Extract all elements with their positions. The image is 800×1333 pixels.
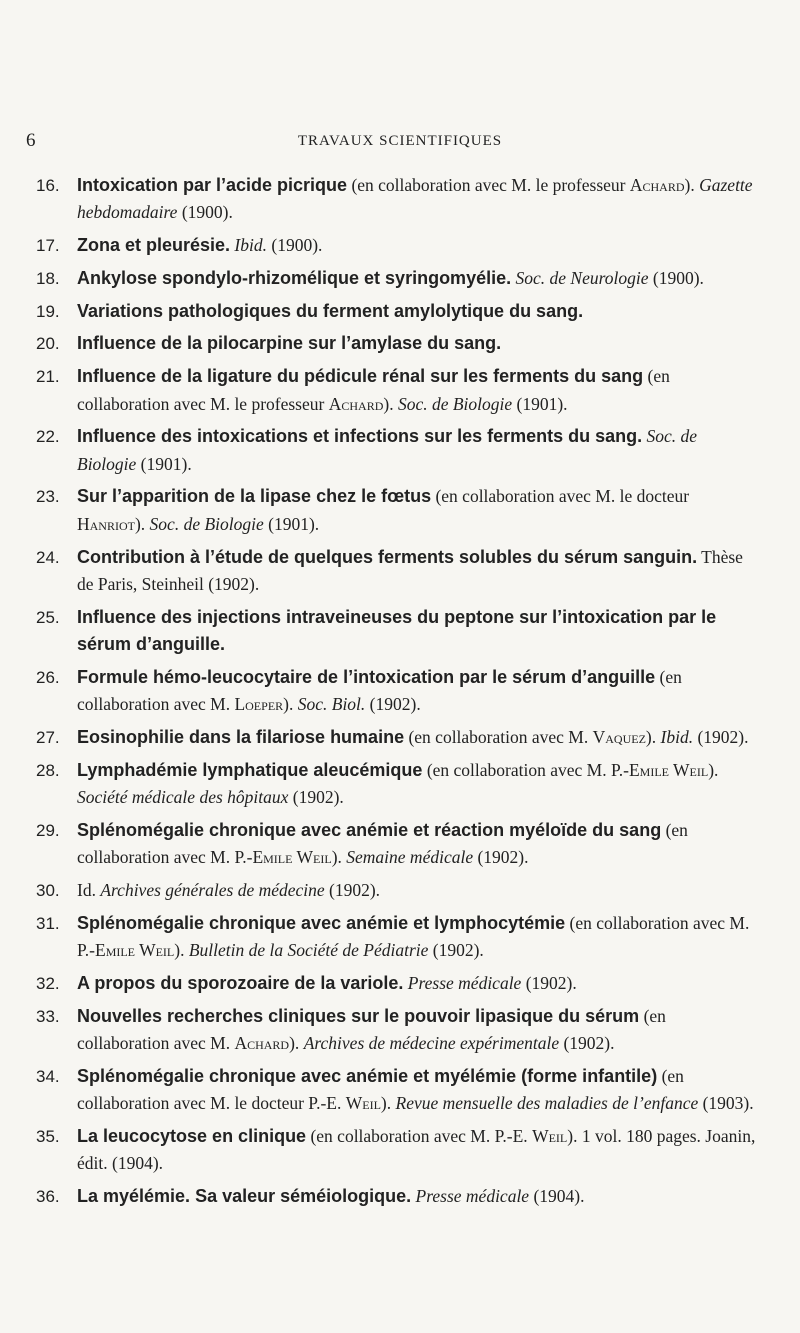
entry-title: Ankylose spondylo-rhizomélique et syringomyélie.	[77, 267, 512, 288]
entry-number: 22.	[36, 427, 60, 447]
publication-entry	[36, 604, 756, 659]
entry-citation: Thèse de Paris, Steinheil (1902).	[77, 546, 743, 594]
entry-title: Influence des intoxications et infections sur les ferments du sang.	[77, 426, 643, 447]
entry-citation: ).	[380, 1092, 396, 1113]
entry-citation: (1902).	[428, 939, 484, 960]
entry-journal: Gazette hebdomadaire	[77, 175, 753, 223]
entry-citation: (1902).	[324, 879, 381, 900]
publication-entry	[36, 544, 756, 599]
publication-entry	[36, 330, 756, 357]
entry-citation: (en collaboration avec M. P.-	[77, 819, 688, 868]
entry-citation: ).	[283, 694, 298, 715]
entry-number: 24.	[36, 547, 60, 567]
entry-title: Influence des injections intraveineuses du peptone sur l’intoxication par le sérum d’anguille.	[77, 606, 717, 654]
entry-number: 19.	[36, 301, 60, 321]
entry-author: Vaquez	[592, 726, 646, 747]
entry-author: Achard	[234, 1032, 290, 1053]
entry-title: Formule hémo-leucocytaire de l’intoxication par le sérum d’anguille	[77, 666, 656, 687]
entry-author: Weil	[532, 1125, 568, 1146]
entry-number: 20.	[36, 334, 60, 354]
publication-entry	[36, 724, 756, 751]
publication-entry	[36, 910, 756, 965]
entry-number: 17.	[36, 236, 60, 256]
entry-citation: (1902).	[288, 786, 344, 807]
entry-number: 26.	[36, 667, 60, 687]
entry-journal: Soc. de Biologie	[77, 426, 698, 474]
entry-title: Splénomégalie chronique avec anémie et réaction myéloïde du sang	[77, 819, 662, 840]
publication-entry	[36, 1063, 756, 1118]
entry-citation: ).	[383, 393, 398, 414]
entry-author: Weil	[345, 1092, 381, 1113]
entry-journal: Ibid.	[660, 726, 694, 747]
publication-entry	[36, 817, 756, 872]
entry-citation: (1902).	[473, 847, 529, 868]
publication-entry	[36, 483, 756, 538]
entry-title: A propos du sporozoaire de la variole.	[77, 972, 404, 993]
publication-entry	[36, 265, 756, 292]
entry-number: 36.	[36, 1186, 60, 1206]
entry-citation: (en collaboration avec M. le professeur	[347, 175, 630, 195]
entry-citation: ).	[684, 175, 700, 195]
entry-title: Sur l’apparition de la lipase chez le fœtus	[77, 486, 432, 507]
entry-journal: Soc. de Biologie	[149, 513, 264, 534]
entry-author: Emile Weil	[95, 939, 175, 960]
entry-number: 29.	[36, 820, 60, 840]
entry-number: 16.	[36, 176, 60, 195]
entry-citation: (en collaboration avec M. P.-E.	[306, 1125, 533, 1146]
publication-entry	[36, 970, 756, 997]
entry-title: Eosinophilie dans la filariose humaine	[77, 726, 405, 747]
publication-entry	[36, 1003, 756, 1058]
entry-journal: Soc. de Neurologie	[515, 267, 649, 288]
entry-journal: Presse médicale	[407, 972, 522, 993]
entry-title: Splénomégalie chronique avec anémie et myélémie (forme infantile)	[77, 1065, 658, 1086]
entry-author: Emile Weil	[628, 759, 709, 780]
entry-citation: ).	[289, 1032, 304, 1053]
entry-citation: ).	[174, 939, 189, 960]
entry-journal: Revue mensuelle des maladies de l’enfance	[395, 1092, 699, 1113]
publication-entry	[36, 363, 756, 418]
entry-author: Emile Weil	[252, 847, 332, 868]
entry-citation: (en collaboration avec M. P.-	[422, 759, 629, 780]
entry-title: La myélémie. Sa valeur séméiologique.	[77, 1185, 412, 1206]
entry-number: 25.	[36, 607, 60, 627]
entry-citation: (en collaboration avec M. le professeur	[77, 366, 670, 414]
entry-journal: Archives générales de médecine	[100, 879, 325, 900]
entry-title: Influence de la ligature du pédicule rénal sur les ferments du sang	[77, 366, 644, 387]
entry-citation: (1902).	[521, 972, 577, 993]
page-number: 6	[26, 130, 36, 151]
entry-title: Splénomégalie chronique avec anémie et lymphocytémie	[77, 912, 566, 933]
publication-entry	[36, 757, 756, 812]
entry-citation: (1900).	[177, 202, 233, 223]
publication-entry	[36, 232, 756, 259]
entry-number: 18.	[36, 268, 60, 288]
entry-citation: ). 1 vol. 180 pages. Joanin, édit. (1904).	[77, 1125, 756, 1173]
publication-entry	[36, 877, 756, 904]
entry-citation: (1900).	[267, 235, 323, 256]
entry-journal: Presse médicale	[415, 1185, 530, 1206]
entry-number: 35.	[36, 1126, 60, 1146]
entry-number: 23.	[36, 487, 60, 507]
entry-author: Hanriot	[77, 513, 135, 534]
publication-entry	[36, 423, 756, 478]
entry-citation: (1902).	[693, 726, 749, 747]
publication-list	[36, 172, 756, 1216]
entry-journal: Soc. de Biologie	[397, 393, 513, 414]
entry-number: 33.	[36, 1006, 60, 1026]
entry-citation: Id.	[77, 879, 101, 900]
publication-entry	[36, 298, 756, 325]
entry-citation: (en collaboration avec M.	[77, 1005, 666, 1053]
entry-title: Contribution à l’étude de quelques ferments solubles du sérum sanguin.	[77, 546, 698, 567]
entry-title: Zona et pleurésie.	[77, 235, 231, 256]
entry-citation: (1902).	[559, 1032, 615, 1053]
entry-citation: ).	[331, 847, 347, 868]
entry-citation: (1903).	[698, 1092, 754, 1113]
entry-title: Influence de la pilocarpine sur l’amylase du sang.	[77, 333, 502, 354]
entry-journal: Semaine médicale	[346, 847, 474, 868]
entry-citation: (en collaboration avec M. P.-	[77, 912, 750, 960]
entry-journal: Ibid.	[234, 235, 267, 256]
entry-citation: (1900).	[648, 267, 704, 288]
entry-citation: (en collaboration avec M.	[77, 666, 682, 715]
publication-entry	[36, 1183, 756, 1210]
entry-author: Achard	[629, 175, 685, 195]
entry-title: Variations pathologiques du ferment amylolytique du sang.	[77, 300, 584, 321]
entry-journal: Archives de médecine expérimentale	[303, 1032, 560, 1053]
entry-citation: ).	[134, 513, 150, 534]
entry-number: 27.	[36, 727, 60, 747]
entry-citation: (1901).	[512, 393, 568, 414]
entry-number: 30.	[36, 880, 60, 900]
entry-number: 32.	[36, 973, 60, 993]
entry-title: La leucocytose en clinique	[77, 1125, 307, 1146]
entry-number: 31.	[36, 913, 60, 933]
publication-entry	[36, 664, 756, 719]
entry-author: Loeper	[234, 694, 284, 715]
entry-citation: ).	[645, 726, 661, 747]
entry-citation: (en collaboration avec M. le docteur	[431, 486, 690, 507]
entry-citation: (1904).	[529, 1185, 585, 1206]
entry-journal: Soc. Biol.	[297, 694, 366, 715]
entry-citation: (1902).	[365, 694, 421, 715]
publication-entry	[36, 172, 756, 227]
entry-author: Achard	[328, 393, 384, 414]
entry-citation: (en collaboration avec M. le docteur P.-E.	[77, 1065, 684, 1113]
entry-citation: ).	[708, 759, 719, 780]
entry-number: 28.	[36, 760, 60, 780]
running-head: TRAVAUX SCIENTIFIQUES	[297, 133, 503, 149]
entry-title: Intoxication par l’acide picrique	[77, 175, 348, 195]
entry-title: Lymphadémie lymphatique aleucémique	[77, 759, 423, 780]
entry-citation: (1901).	[263, 513, 320, 534]
entry-number: 34.	[36, 1066, 60, 1086]
publication-entry	[36, 1123, 756, 1178]
entry-citation: (1901).	[136, 453, 192, 474]
entry-number: 21.	[36, 367, 60, 387]
entry-journal: Bulletin de la Société de Pédiatrie	[188, 939, 429, 960]
entry-citation: (en collaboration avec M.	[404, 726, 593, 747]
entry-journal: Société médicale des hôpitaux	[77, 786, 289, 807]
entry-title: Nouvelles recherches cliniques sur le pouvoir lipasique du sérum	[77, 1005, 640, 1026]
